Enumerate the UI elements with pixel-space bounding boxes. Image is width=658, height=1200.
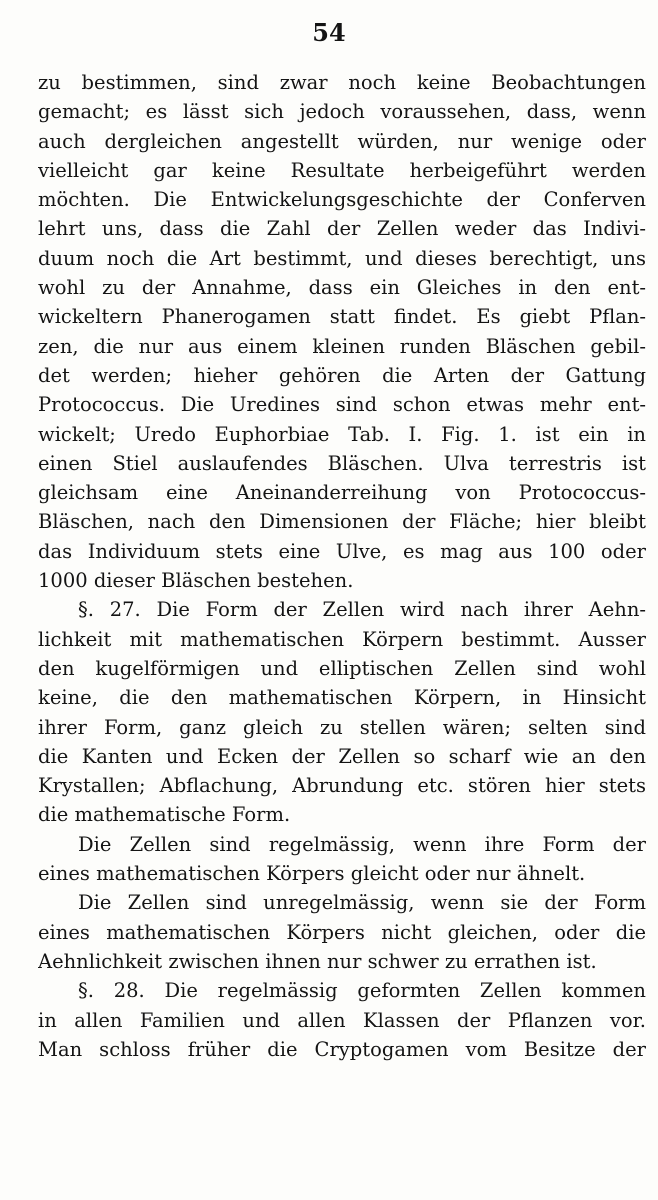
text-line: in allen Familien und allen Klassen der Pflanzen vor. — [38, 1008, 646, 1032]
text-line: wickeltern Phanerogamen statt findet. Es giebt Pflan- — [38, 305, 646, 329]
text-line: duum noch die Art bestimmt, und dieses berechtigt, uns — [38, 246, 646, 270]
text-line: zu bestimmen, sind zwar noch keine Beobachtungen — [38, 71, 646, 94]
text-line: Aehnlichkeit zwischen ihnen nur schwer zu errathen ist. — [38, 949, 597, 973]
text-line: keine, die den mathematischen Körpern, in Hinsicht — [38, 686, 646, 710]
text-line: Die Zellen sind unregelmässig, wenn sie der Form — [78, 891, 646, 915]
text-line: wickelt; Uredo Euphorbiae Tab. I. Fig. 1. ist ein in — [38, 422, 646, 446]
text-line: ihrer Form, ganz gleich zu stellen wären; selten sind — [38, 715, 646, 739]
text-line: §. 27. Die Form der Zellen wird nach ihrer Aehn- — [78, 598, 646, 622]
text-line: die Kanten und Ecken der Zellen so scharf wie an den — [38, 744, 646, 768]
text-line: einen Stiel auslaufendes Bläschen. Ulva terrestris ist — [38, 451, 646, 475]
text-line: Protococcus. Die Uredines sind schon etwas mehr ent- — [38, 393, 646, 417]
text-line: §. 28. Die regelmässig geformten Zellen kommen — [78, 979, 646, 1003]
text-line: wohl zu der Annahme, dass ein Gleiches in den ent- — [38, 276, 646, 300]
text-line: eines mathematischen Körpers gleicht oder nur ähnelt. — [38, 862, 586, 886]
text-line: eines mathematischen Körpers nicht gleichen, oder die — [38, 920, 646, 944]
text-line: vielleicht gar keine Resultate herbeigeführt werden — [38, 158, 646, 182]
text-line: lichkeit mit mathematischen Körpern bestimmt. Ausser — [38, 627, 646, 651]
text-line: die mathematische Form. — [38, 803, 291, 827]
text-line: auch dergleichen angestellt würden, nur wenige oder — [38, 129, 646, 153]
body-text — [38, 68, 646, 1064]
text-line: zen, die nur aus einem kleinen runden Bläschen gebil- — [38, 334, 646, 358]
text-line: gemacht; es lässt sich jedoch voraussehen, dass, wenn — [38, 100, 646, 124]
text-line: Krystallen; Abflachung, Abrundung etc. stören hier stets — [38, 774, 646, 798]
text-line: möchten. Die Entwickelungsgeschichte der Conferven — [38, 188, 646, 212]
text-line: lehrt uns, dass die Zahl der Zellen weder das Indivi- — [38, 217, 646, 241]
page-number: 54 — [312, 18, 346, 47]
text-line: den kugelförmigen und elliptischen Zellen sind wohl — [38, 656, 646, 680]
text-line: 1000 dieser Bläschen bestehen. — [38, 569, 354, 593]
text-line: det werden; hieher gehören die Arten der Gattung — [38, 363, 646, 387]
text-line: Man schloss früher die Cryptogamen vom Besitze der — [38, 1037, 646, 1061]
text-line: Bläschen, nach den Dimensionen der Fläche; hier bleibt — [38, 510, 646, 534]
text-line: gleichsam eine Aneinanderreihung von Protococcus- — [38, 481, 646, 505]
text-line: Die Zellen sind regelmässig, wenn ihre Form der — [78, 832, 646, 856]
text-line: das Individuum stets eine Ulve, es mag aus 100 oder — [38, 539, 646, 563]
